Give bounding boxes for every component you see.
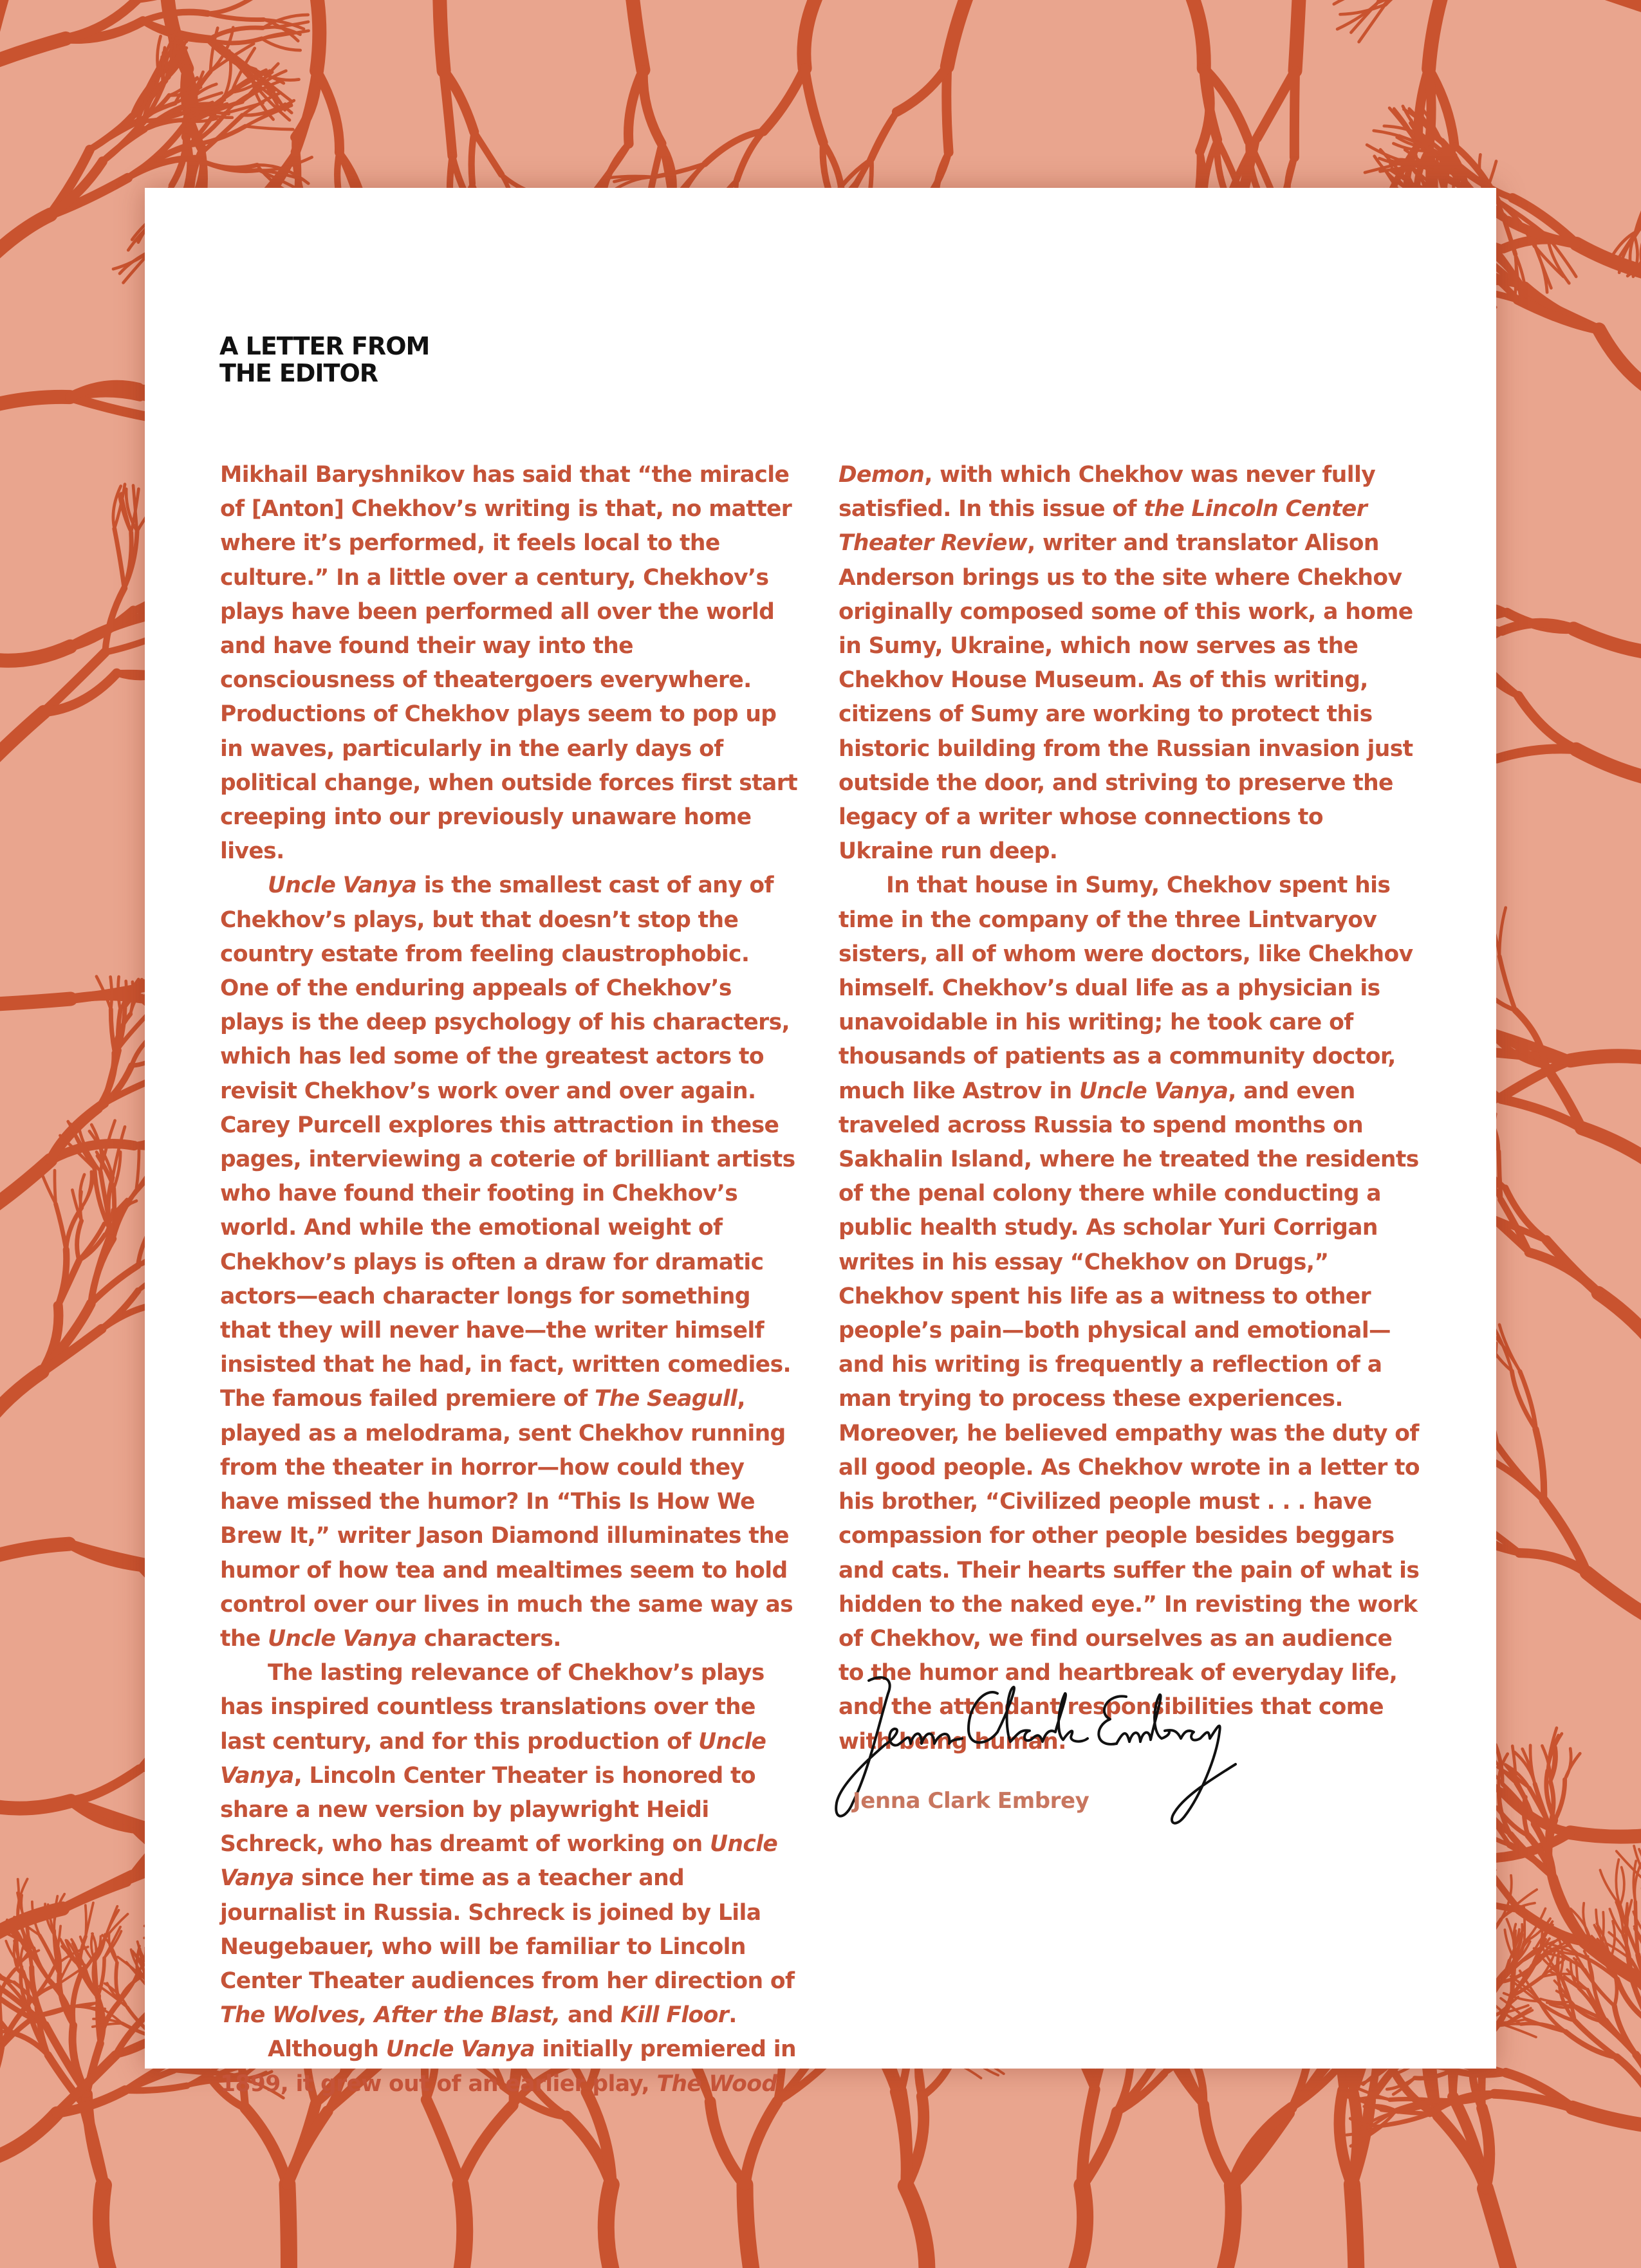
body-text: initially premiered in 1899, it grew out of an earlier play, [220,2036,796,2097]
branch-stroke [630,0,643,70]
branch-stroke [871,112,896,159]
branch-stroke [0,1947,1,1988]
branch-stroke [461,2105,513,2184]
italic-title: The Wood [656,2070,777,2097]
branch-stroke [1067,2186,1085,2268]
branch-stroke [947,0,976,66]
branch-stroke [1573,629,1641,654]
branch-stroke [745,2102,777,2185]
branch-stroke [245,126,293,129]
branch-stroke [0,1160,50,1219]
branch-stroke [1491,2019,1526,2022]
body-text: , Lincoln Center Theater is honored to share a new version by playwright Heidi Schreck, who has dreamt of working on [220,1762,756,1858]
branch-stroke [77,1221,82,1260]
branch-stroke [805,68,824,143]
branch-stroke [287,2184,289,2268]
branch-stroke [1497,1446,1544,1500]
body-text: The lasting relevance of Chekhov’s plays has inspired countless translations over the last century, and for this production of [220,1660,765,1755]
branch-stroke [457,2184,465,2268]
branch-stroke [1499,908,1506,957]
branch-stroke [1582,1128,1641,1174]
branch-stroke [1570,1832,1641,1836]
body-text: Mikhail Baryshnikov has said that “the miracle of [Anton] Chekhov’s writing is that, no matter where it’s performed, it feels local to the culture.” In a little over a century, Chekhov’s plays have been performed all over the world and have found their way into the consciousness of theatergoers everywhere. Productions of Chekhov plays seem to pop up in waves, particularly in the early days of political change, when outside forces first start creeping into our previously unaware home lives. [220,462,798,865]
branch-stroke [1575,0,1641,14]
branch-stroke [1504,2025,1536,2037]
body-text: , writer and translator Alison Anderson brings us to the site where Chekhov originally composed some of this work, a home in Sumy, Ukraine, which now serves as the Chekhov House Museum. As of this writing, citizens of Sumy are working to protect this historic building from the Russian invasion just outside the door, and striving to preserve the legacy of a writer whose connections to Ukraine run deep. [839,530,1413,865]
branch-stroke [27,1926,32,1968]
branch-stroke [763,68,804,131]
branch-stroke [0,397,70,410]
branch-stroke [1555,1780,1565,1820]
branch-stroke [804,0,827,68]
italic-title: The Seagull [595,1386,737,1412]
branch-stroke [0,647,70,661]
branch-stroke [0,1372,42,1441]
body-text: , and even traveled across Russia to spend months on Sakhalin Island, where he treated the residents of the penal colony there while conducting a public health study. As scholar Yuri Corrigan writes in his essay “Chekhov on Drugs,” Chekhov spent his life as a witness to other people’s pain—both physical and emotional—and his writing is frequently a reflection of a man trying to process these experiences. Moreover, he believed empathy was the duty of all good people. As Chekhov wrote in a letter to his brother, “Civilized people must . . . have compassion for other people besides beggars and cats. Their hearts suffer the pain of what is hidden to the naked eye.” In revisting the work of Chekhov, we find ourselves as an audience to the humor and heartbreak of everyday life, and the attendant responsibilities that come with being human. [839,1078,1420,1755]
body-text: In that house in Sumy, Chekhov spent his time in the company of the three Lintvaryov sisters, all of whom were doctors, like Chekhov himself. Chekhov’s dual life as a physician is unavoidable in his writing; he took care of thousands of patients as a community doctor, much like Astrov in [839,872,1413,1104]
branch-stroke [1617,2057,1641,2112]
branch-stroke [1616,1859,1620,1905]
branch-stroke [1182,0,1204,68]
branch-stroke [136,1147,140,1191]
branch-stroke [101,2185,117,2268]
branch-stroke [70,611,133,647]
italic-title: Kill Floor [620,2002,729,2029]
italic-title: Uncle Vanya [268,872,417,899]
body-text: and [560,2002,621,2029]
branch-stroke [1295,0,1301,71]
body-text: . [728,2002,737,2029]
branch-stroke [896,2092,907,2186]
branch-stroke [427,2100,461,2185]
branch-stroke [710,2102,745,2185]
branch-stroke [0,2047,1,2106]
branch-stroke [1615,2006,1636,2055]
branch-stroke [245,2108,287,2185]
section-heading: A LETTER FROM THE EDITOR [219,332,430,387]
branch-stroke [208,0,261,14]
branch-stroke [1576,750,1641,782]
branch-stroke [1599,329,1641,398]
signature-printed-name: Jenna Clark Embrey [853,1788,1089,1814]
body-text: is the smallest cast of any of Chekhov’s plays, but that doesn’t stop the country estate from feeling claustrophobic. One of the enduring appeals of Chekhov’s plays is the deep psychology of his characters, which has led some of the greatest actors to revisit Chekhov’s work over and over again. Carey Purcell explores this attraction in these pages, interviewing a coterie of brilliant artists who have found their footing in Chekhov’s world. And while the emotional weight of Chekhov’s plays is often a draw for dramatic actors—each character longs for something that they will never have—the writer himself insisted that he had, in fact, written comedies. The famous failed premiere of [220,872,795,1412]
branch-stroke [1497,749,1576,759]
branch-stroke [896,66,947,112]
branch-stroke [0,999,71,1006]
branch-stroke [1203,2105,1232,2186]
branch-stroke [440,0,443,71]
italic-title: the Lincoln Center Theater Review [839,496,1368,557]
branch-stroke [0,1801,71,1809]
branch-stroke [313,0,319,71]
italic-title: Uncle Vanya [220,1728,766,1789]
italic-title: Uncle Vanya [1079,1078,1228,1104]
branch-stroke [1517,300,1599,329]
branch-stroke [1599,1293,1641,1361]
branch-stroke [124,533,131,588]
body-text: , with which Chekhov was never fully satisfied. In this issue of [839,462,1376,522]
branch-stroke [1518,696,1576,749]
branch-stroke [1541,1999,1570,2002]
branch-stroke [745,2185,756,2268]
branch-stroke [1565,1749,1571,1780]
branch-stroke [1429,0,1448,69]
branch-stroke [472,132,474,183]
branch-stroke [1620,1867,1624,1905]
branch-stroke [906,2186,927,2268]
body-text: Although [268,2036,386,2063]
italic-title: The Wolves, After the Blast, [220,2002,561,2029]
body-paragraph [220,1656,802,2033]
branch-stroke [474,132,501,174]
branch-stroke [0,39,66,69]
branch-stroke [947,66,949,152]
branch-stroke [115,529,124,588]
letter-panel [145,188,1496,2097]
branch-stroke [262,39,301,50]
branch-stroke [1334,0,1373,4]
body-paragraph [220,2033,802,2101]
branch-stroke [1257,71,1295,138]
body-paragraph [839,458,1421,869]
right-column [839,458,1421,1759]
italic-title: Uncle Vanya [385,2036,535,2063]
branch-stroke [1294,71,1295,158]
branch-stroke [1587,1572,1641,1627]
body-text: , played as a melodrama, sent Chekhov running from the theater in horror—how could they have missed the humor? In “This Is How We Brew It,” writer Jason Diamond illuminates the humor of how tea and mealtimes seem to hold control over our lives in much the same way as the [220,1386,793,1652]
branch-stroke [62,1882,127,1909]
branch-stroke [606,2184,618,2268]
branch-stroke [71,1769,140,1802]
branch-stroke [1218,2186,1234,2268]
branch-stroke [0,2114,57,2164]
branch-stroke [1352,2184,1357,2268]
branch-stroke [0,215,51,274]
branch-stroke [56,1204,66,1249]
body-paragraph [220,869,802,1656]
branch-stroke [0,1944,1,1988]
branch-stroke [1572,2108,1641,2128]
italic-title: Uncle Vanya [268,1625,417,1652]
left-column [220,458,802,2101]
italic-title: Demon [839,462,925,488]
branch-stroke [1570,1056,1641,1061]
branch-stroke [1429,69,1431,149]
italic-title: Uncle Vanya [220,1831,778,1892]
branch-stroke [643,70,662,144]
body-paragraph [220,458,802,869]
branch-stroke [317,71,339,152]
branch-stroke [1385,0,1428,5]
branch-stroke [0,1544,69,1562]
branch-stroke [0,712,44,779]
body-text: since her time as a teacher and journalist in Russia. Schreck is joined by Lila Neugebauer, who will be familiar to Lincoln Center Theater audiences from her direction of [220,1865,795,1994]
body-text: characters. [416,1625,561,1652]
body-paragraph [839,869,1421,1758]
branch-stroke [1485,2189,1516,2268]
